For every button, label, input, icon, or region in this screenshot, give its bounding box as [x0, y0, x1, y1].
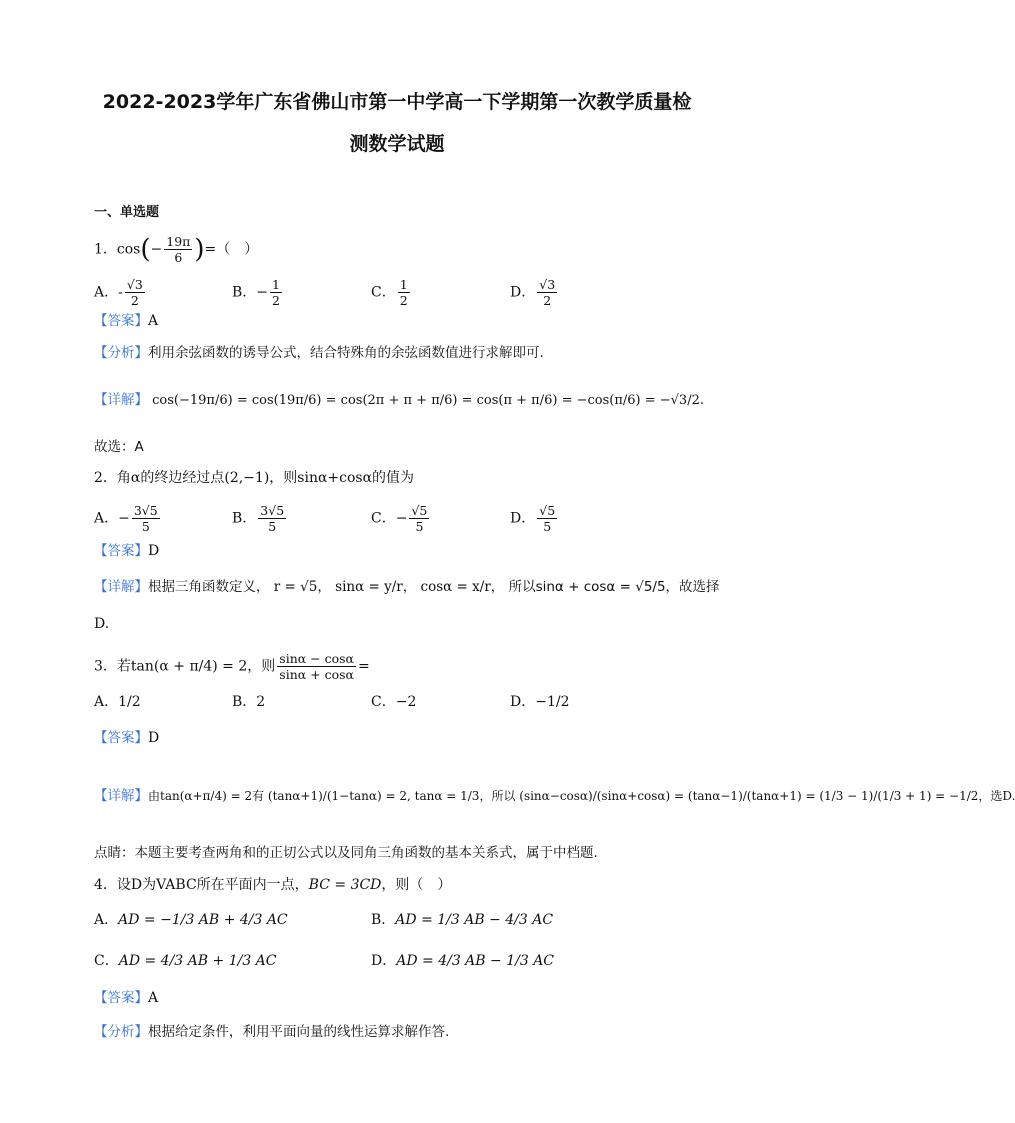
option-sign: − [395, 510, 408, 527]
q1-option-b[interactable] [232, 277, 284, 308]
answer-tag: 【答案】 [94, 313, 148, 329]
q4-stem-prefix: 4．设D为VABC所在平面内一点， [94, 877, 309, 893]
option-num: 3√5 [133, 503, 158, 518]
option-letter: B． [232, 510, 257, 527]
option-letter: D． [510, 694, 536, 710]
option-letter: B． [232, 284, 257, 301]
answer-value: A [148, 313, 159, 329]
q1-choose: 故选：A [94, 439, 144, 455]
q1-stem-prefix: 1．cos [94, 241, 141, 258]
q1-option-a[interactable] [94, 277, 147, 308]
q3-option-c[interactable] [371, 692, 416, 712]
q3-stem-den: sinα + cosα [279, 667, 354, 682]
option-fraction [258, 503, 286, 534]
option-letter: C． [371, 284, 396, 301]
q3-option-a[interactable] [94, 692, 141, 712]
option-expression: AD = −1/3 AB + 4/3 AC [118, 912, 288, 928]
q1-analysis [94, 343, 544, 363]
option-value: −1/2 [535, 694, 570, 710]
answer-value: D [148, 543, 160, 559]
option-fraction [537, 503, 557, 534]
option-fraction [409, 503, 429, 534]
option-fraction [270, 277, 282, 308]
q4-option-c[interactable] [94, 951, 277, 971]
analysis-text: 利用余弦函数的诱导公式，结合特殊角的余弦函数值进行求解即可. [148, 345, 544, 361]
q4-option-b[interactable] [371, 910, 553, 930]
q3-stem-suffix: = [358, 658, 370, 675]
analysis-tag: 【分析】 [94, 345, 148, 361]
option-expression: AD = 4/3 AB − 1/3 AC [396, 953, 555, 969]
q1-stem-num: 19π [166, 234, 191, 249]
option-fraction [125, 277, 145, 308]
option-letter: D． [510, 510, 536, 527]
q1-detail [94, 390, 704, 411]
answer-tag: 【答案】 [94, 730, 148, 746]
q2-option-a[interactable] [94, 503, 162, 534]
q1-answer [94, 311, 158, 331]
detail-tag: 【详解】 [94, 788, 148, 804]
option-letter: B． [371, 912, 396, 928]
q2-option-b[interactable] [232, 503, 288, 534]
q3-stem [94, 651, 370, 682]
option-value: 2 [256, 694, 266, 710]
detail-r: r = √5， [273, 579, 331, 595]
option-value: −2 [395, 694, 417, 710]
option-den: 2 [130, 293, 139, 308]
option-sign: − [118, 510, 130, 527]
q1-stem-fraction [164, 234, 192, 265]
q4-option-a[interactable] [94, 910, 288, 930]
q3-option-d[interactable] [510, 692, 570, 712]
option-letter: C． [371, 694, 396, 710]
option-sign: - [118, 284, 123, 301]
analysis-text: 根据给定条件，利用平面向量的线性运算求解作答. [148, 1024, 450, 1040]
detail-tag: 【详解】 [94, 579, 148, 595]
q2-detail [94, 577, 720, 597]
option-letter: C． [371, 510, 396, 527]
option-fraction [537, 277, 557, 308]
analysis-tag: 【分析】 [94, 1024, 148, 1040]
option-fraction [132, 503, 160, 534]
option-value: 1/2 [118, 694, 141, 710]
answer-value: D [148, 730, 160, 746]
q3-comment: 点睛：本题主要考查两角和的正切公式以及同角三角函数的基本关系式，属于中档题. [94, 845, 598, 861]
option-num: √5 [539, 503, 556, 518]
q3-option-b[interactable] [232, 692, 265, 712]
detail-text: 根据三角函数定义， [148, 579, 270, 595]
option-den: 2 [399, 293, 408, 308]
option-letter: D． [510, 284, 536, 301]
q1-option-c[interactable] [371, 277, 412, 308]
option-den: 5 [268, 519, 277, 534]
option-letter: A． [94, 694, 119, 710]
q3-stem-fraction [277, 651, 356, 682]
q2-answer [94, 541, 159, 561]
option-num: √3 [539, 277, 556, 292]
q2-option-c[interactable] [371, 503, 431, 534]
option-letter: C． [94, 953, 119, 969]
option-letter: B． [232, 694, 257, 710]
detail-sin: sinα = y/r， [335, 579, 417, 595]
option-num: 1 [399, 277, 408, 292]
q4-stem [94, 875, 451, 895]
detail-conclusion: 所以sinα + cosα = √5/5，故选择 [508, 579, 720, 595]
q2-option-d[interactable] [510, 503, 559, 534]
option-letter: D． [371, 953, 397, 969]
answer-value: A [148, 990, 159, 1006]
q4-analysis [94, 1022, 449, 1042]
option-num: √3 [126, 277, 143, 292]
q4-option-d[interactable] [371, 951, 554, 971]
q2-detail-end: D. [94, 616, 110, 632]
option-num: 1 [272, 277, 280, 292]
q1-option-d[interactable] [510, 277, 559, 308]
q3-stem-prefix: 3．若tan(α + π/4) = 2，则 [94, 658, 276, 675]
option-den: 2 [272, 293, 280, 308]
q4-stem-suffix: ，则（ ） [381, 877, 452, 893]
section-heading: 一、单选题 [94, 205, 160, 220]
page-title-line1: 2022-2023学年广东省佛山市第一中学高一下学期第一次教学质量检 [102, 91, 692, 113]
option-sign: − [256, 284, 269, 301]
option-expression: AD = 4/3 AB + 1/3 AC [118, 953, 277, 969]
q3-stem-num: sinα − cosα [279, 651, 354, 666]
q1-stem: 1．cos(− $\frac{19\pi}{6}$ )=（ ） [94, 234, 259, 265]
option-letter: A． [94, 510, 119, 527]
detail-expression: 由tan(α+π/4) = 2有 (tanα+1)/(1−tanα) = 2, tanα = 1/3，所以 (sinα−cosα)/(sinα+cosα) = (tanα−1)/(tanα+1) = (1/3 − 1)/(1/3 + 1) = −1/2，选D. [148, 789, 1015, 803]
answer-tag: 【答案】 [94, 543, 148, 559]
detail-expression: cos(−19π/6) = cos(19π/6) = cos(2π + π + π/6) = cos(π + π/6) = −cos(π/6) = −√3/2. [152, 393, 704, 408]
detail-tag: 【详解】 [94, 392, 148, 408]
q4-answer [94, 988, 158, 1008]
option-num: √5 [411, 503, 428, 518]
q1-stem-den: 6 [174, 250, 183, 265]
answer-tag: 【答案】 [94, 990, 148, 1006]
q4-stem-vector: BC = 3CD [308, 877, 382, 893]
detail-cos: cosα = x/r， [420, 579, 505, 595]
option-den: 2 [543, 293, 552, 308]
option-expression: AD = 1/3 AB − 4/3 AC [395, 912, 554, 928]
option-num: 3√5 [260, 503, 285, 518]
option-den: 5 [415, 519, 424, 534]
option-letter: A． [94, 284, 119, 301]
q3-answer [94, 728, 159, 748]
option-letter: A． [94, 912, 119, 928]
q3-detail [94, 786, 1015, 806]
q2-stem: 2．角α的终边经过点(2,−1)，则sinα+cosα的值为 [94, 470, 415, 486]
option-den: 5 [543, 519, 552, 534]
page-title-line2: 测数学试题 [349, 133, 445, 155]
q1-stem-suffix: =（ ） [204, 241, 259, 258]
option-fraction [398, 277, 410, 308]
option-den: 5 [141, 519, 150, 534]
